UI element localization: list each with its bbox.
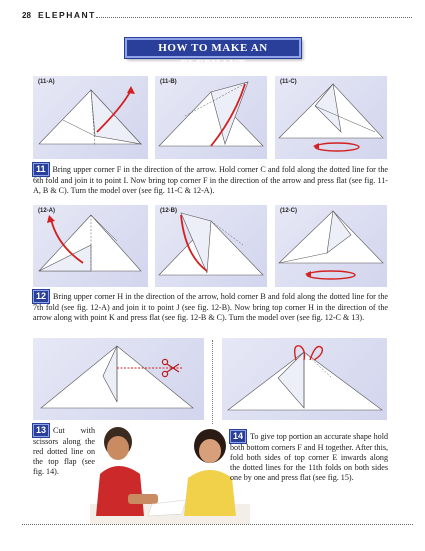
step-12-text: Bring upper corner H in the direction of the arrow, hold corner B and fold along the dotted line for the 7th fold (see fig. 12-A) and join it to point J (see fig. 12-B). Now bring top corner H in the direction of the arrow along with point K and press flat (see fig. 12-B & C). Turn the model over (see fig. 12-C & 13). (33, 292, 388, 322)
figure-11b-label: (11-B) (160, 79, 177, 85)
figure-12b (155, 205, 267, 287)
step-12 (33, 290, 388, 323)
figure-12c (275, 205, 387, 287)
figure-11b-diagram (155, 76, 267, 159)
step-11-text: Bring upper corner F in the direction of the arrow. Hold corner C and fold along the dotted line for the 6th fold and join it to point I. Now bring top corner F in the direction of the arrow and press flat (see fig. 11-A, B & C). Turn the model over (see fig. 11-C & 12-A). (33, 165, 388, 195)
figure-12a-label: (12-A) (38, 208, 56, 214)
page-number: 28 (22, 11, 31, 20)
page-header (22, 10, 412, 26)
figure-12b-label: (12-B) (160, 208, 178, 214)
figure-12b-diagram (155, 205, 267, 287)
step-11 (33, 163, 388, 196)
page-banner: HOW TO MAKE AN ELEPHANT (125, 38, 301, 58)
figure-11c (275, 76, 387, 159)
figure-15 (222, 338, 387, 420)
figure-13-diagram (33, 338, 204, 420)
step-14-number: 14 (230, 430, 246, 443)
children-illustration (90, 424, 250, 524)
figure-11b (155, 76, 267, 159)
column-divider (212, 340, 213, 424)
header-rule (96, 17, 412, 18)
step-13-number: 13 (33, 424, 49, 437)
figure-11c-label: (11-C) (280, 79, 297, 85)
step-13-text: Cut with scissors along the red dotted line on the top flap (see fig. 14). (33, 426, 95, 476)
step-11-number: 11 (33, 163, 49, 176)
figure-12a (33, 205, 148, 287)
figure-13 (33, 338, 204, 420)
figure-12c-label: (12-C) (280, 208, 298, 214)
step-12-number: 12 (33, 290, 49, 303)
figure-11a-label: (11-A) (38, 79, 55, 85)
figure-11c-diagram (275, 76, 387, 159)
figure-12c-diagram (275, 205, 387, 287)
figure-12a-diagram (33, 205, 148, 287)
figure-11a-diagram (33, 76, 148, 159)
figure-15-diagram (222, 338, 387, 420)
step-13 (33, 424, 95, 477)
figure-11a (33, 76, 148, 159)
step-14 (230, 430, 388, 483)
footer-rule (22, 524, 413, 525)
section-title: ELEPHANT (38, 10, 96, 20)
step-14-text: To give top portion an accurate shape hold both bottom corners F and H together. After this, fold both sides of top corner E inwards along the dotted lines for the 11th folds on both sides one by one and press flat (see fig. 15). (230, 432, 388, 482)
